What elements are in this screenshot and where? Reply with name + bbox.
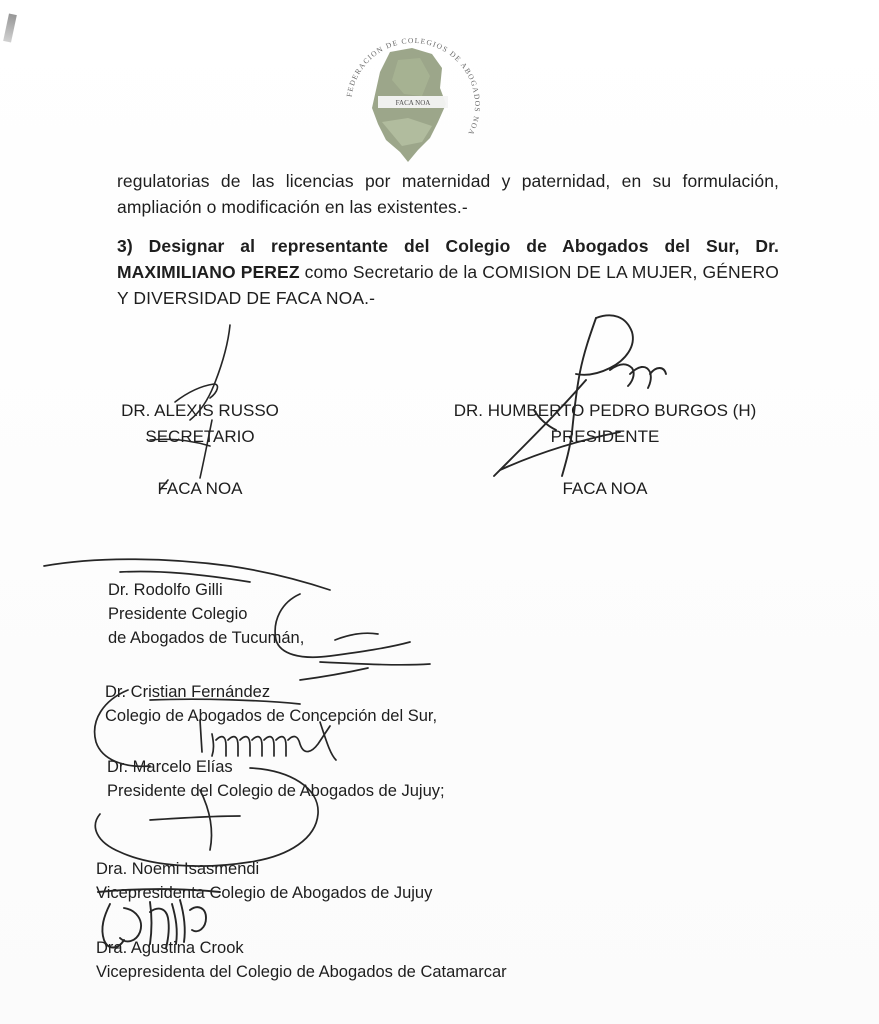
member-line: Vicepresidenta Colegio de Abogados de Jujuy [96, 884, 433, 902]
scan-corner-mark [3, 13, 17, 42]
member-line: de Abogados de Tucumán, [108, 629, 305, 647]
member-block [105, 680, 437, 728]
member-line: Colegio de Abogados de Concepción del Sur, [105, 707, 438, 725]
secretary-role: SECRETARIO [145, 427, 255, 446]
paragraph-1-text: regulatorias de las licencias por maternidad y paternidad, en su formulación, ampliación o modificación en las existentes.- [117, 171, 779, 217]
resolution-paragraph-2 [117, 233, 779, 311]
member-name: Dr. Cristian Fernández [105, 683, 271, 701]
member-line: Presidente Colegio [108, 605, 248, 623]
president-name: DR. HUMBERTO PEDRO BURGOS (H) [453, 401, 757, 420]
member-block [96, 857, 432, 905]
resolution-paragraph-1 [117, 168, 779, 220]
member-line: Vicepresidenta del Colegio de Abogados de Catamarcar [96, 963, 507, 981]
secretary-signature-block [100, 398, 300, 502]
member-block [108, 578, 304, 650]
member-name: Dra. Noemi Isasmendi [96, 860, 260, 878]
seal-map-label: FACA NOA [395, 99, 431, 107]
faca-noa-seal [338, 30, 488, 180]
president-signature-block [425, 398, 785, 502]
member-line: Presidente del Colegio de Abogados de Jujuy; [107, 782, 445, 800]
member-name: Dr. Rodolfo Gilli [108, 581, 223, 599]
president-role: PRESIDENTE [550, 427, 660, 446]
member-name: Dra. Agustina Crook [96, 939, 244, 957]
appointee-name: MAXIMILIANO PEREZ [117, 262, 300, 282]
seal-ring-text: FEDERACION DE COLEGIOS DE ABOGADOS NOA [344, 35, 483, 138]
paragraph-2-suffix: como Secretario de la COMISION DE LA MUJER, GÉNERO Y DIVERSIDAD DE FACA NOA.- [117, 262, 779, 308]
president-org: FACA NOA [562, 479, 648, 498]
secretary-name: DR. ALEXIS RUSSO [121, 401, 279, 420]
member-block [96, 936, 507, 984]
secretary-org: FACA NOA [157, 479, 243, 498]
paragraph-2-prefix: 3) Designar al representante del Colegio de Abogados del Sur, Dr. [117, 236, 779, 256]
member-name: Dr. Marcelo Elías [107, 758, 233, 776]
member-block [107, 755, 445, 803]
